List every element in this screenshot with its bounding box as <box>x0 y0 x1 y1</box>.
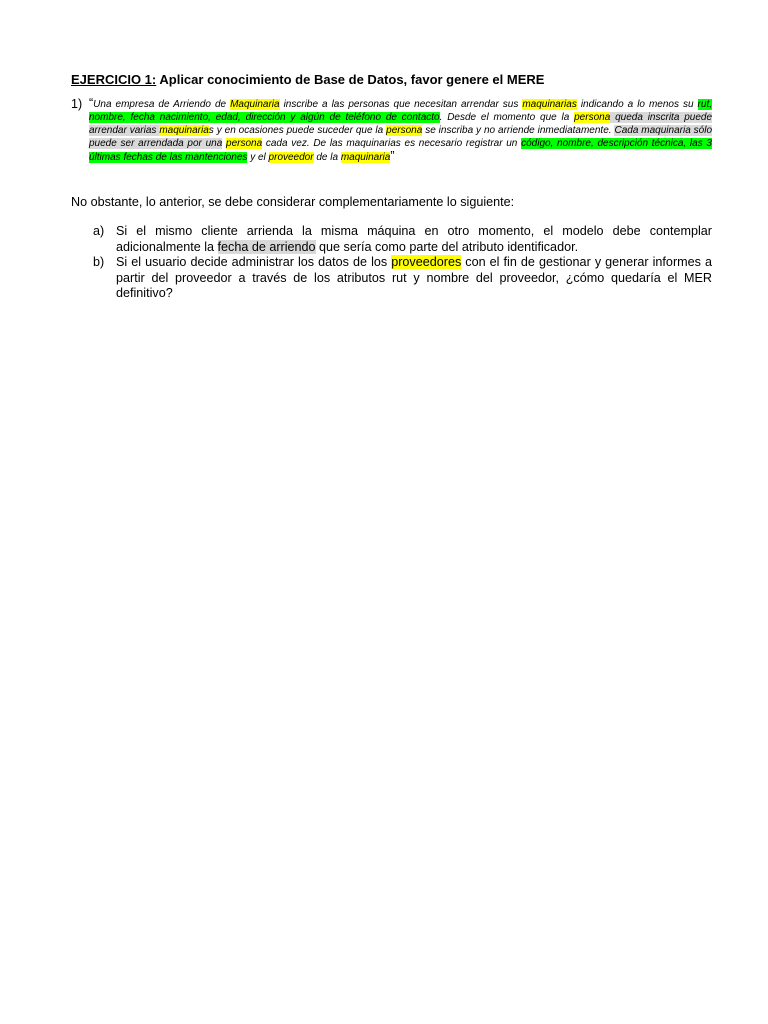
statement-text: Una empresa de Arriendo de <box>93 99 231 110</box>
exercise-number: 1) <box>71 97 83 111</box>
list-item-text-part: Si el mismo cliente arrienda la misma máquina en otro momento, el modelo debe contemplar adicionalmente la <box>116 224 712 254</box>
statement-text: indicando a lo menos su <box>576 99 698 110</box>
highlight-entity: Maquinaria <box>230 99 280 110</box>
highlight-attributes: código, nombre, descripción técnica, las 3 últimas fechas de las mantenciones <box>89 138 712 163</box>
highlight-relationship: Cada maquinaria sólo puede ser arrendada por una <box>89 125 713 149</box>
statement-text: de la <box>313 152 341 163</box>
highlight-entity: persona <box>574 112 611 123</box>
highlight-entity: maquinaria <box>340 152 391 163</box>
statement-text: cada vez. De las maquinarias es necesario registrar un <box>262 138 522 149</box>
list-item-marker: b) <box>93 255 105 269</box>
exercise-title-lead: EJERCICIO 1: <box>71 72 157 87</box>
exercise-statement <box>89 97 712 164</box>
highlight-entity: proveedor <box>268 152 314 163</box>
statement-text: y el <box>247 152 269 163</box>
close-quote: ” <box>390 149 395 163</box>
highlight-entity: persona <box>386 125 423 136</box>
exercise-title <box>71 72 544 87</box>
statement-text: s y en ocasiones puede suceder que la <box>208 125 387 136</box>
highlight-attributes: rut, nombre, fecha nacimiento, edad, dirección y algún de teléfono de contacto <box>89 99 712 123</box>
highlight-entity: maquinarias <box>522 99 577 110</box>
list-item-text-part: Si el usuario decide administrar los datos de los <box>116 255 392 269</box>
statement-text: se inscriba y no arriende inmediatamente. <box>422 125 615 136</box>
lead-paragraph: No obstante, lo anterior, se debe considerar complementariamente lo siguiente: <box>71 195 515 209</box>
highlight-entity: maquinaria <box>159 125 209 136</box>
exercise-title-text: Aplicar conocimiento de Base de Datos, favor genere el MERE <box>156 72 545 87</box>
list-item-text-part: con el fin de gestionar y generar informes a partir del proveedor a través de los atributos rut y nombre del proveedor, ¿cómo quedaría el MER definitivo? <box>116 255 712 300</box>
highlight-entity: proveedores <box>391 255 462 269</box>
list-item-text <box>116 255 712 302</box>
highlight-relationship: queda inscrita puede arrendar varias <box>89 112 713 136</box>
list-item-text <box>116 224 712 255</box>
highlight-key-attribute: fecha de arriendo <box>217 239 316 254</box>
list-item-marker: a) <box>93 224 105 238</box>
highlight-entity: persona <box>226 138 263 149</box>
list-item-text-part: que sería como parte del atributo identificador. <box>315 239 579 254</box>
statement-text: . Desde el momento que la <box>439 112 575 123</box>
statement-text: inscribe a las personas que necesitan arrendar sus <box>279 99 523 110</box>
open-quote: “ <box>89 96 94 110</box>
